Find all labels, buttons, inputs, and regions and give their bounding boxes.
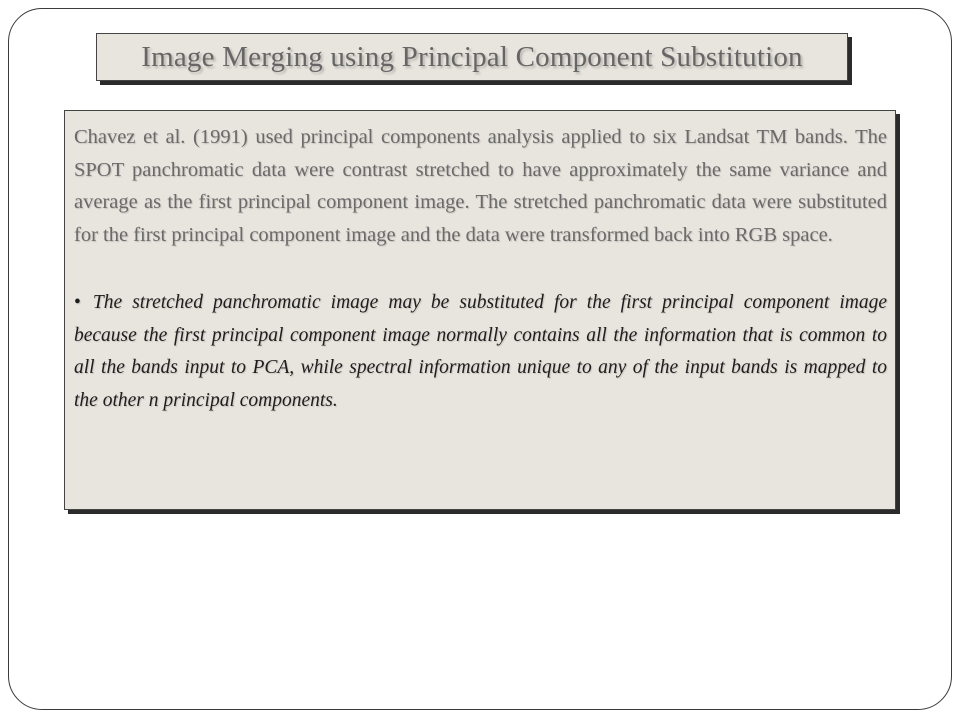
- title-box: [96, 33, 848, 81]
- body-paragraph: Chavez et al. (1991) used principal components analysis applied to six Landsat TM bands. The SPOT panchromatic data were contrast stretched to have approximately the same variance and average as the first principal component image. The stretched panchromatic data were substituted for the first principal component image and the data were transformed back into RGB space.: [74, 126, 887, 246]
- bullet-text: The stretched panchromatic image may be substituted for the first principal component image because the first principal component image normally contains all the information that is common to all the bands input to PCA, while spectral information unique to any of the input bands is mapped to the other n principal components.: [74, 292, 887, 411]
- bullet-icon: •: [74, 292, 81, 313]
- content-box: [64, 110, 896, 510]
- slide-title: Image Merging using Principal Component Substitution: [141, 40, 803, 73]
- bullet-item: [74, 287, 887, 417]
